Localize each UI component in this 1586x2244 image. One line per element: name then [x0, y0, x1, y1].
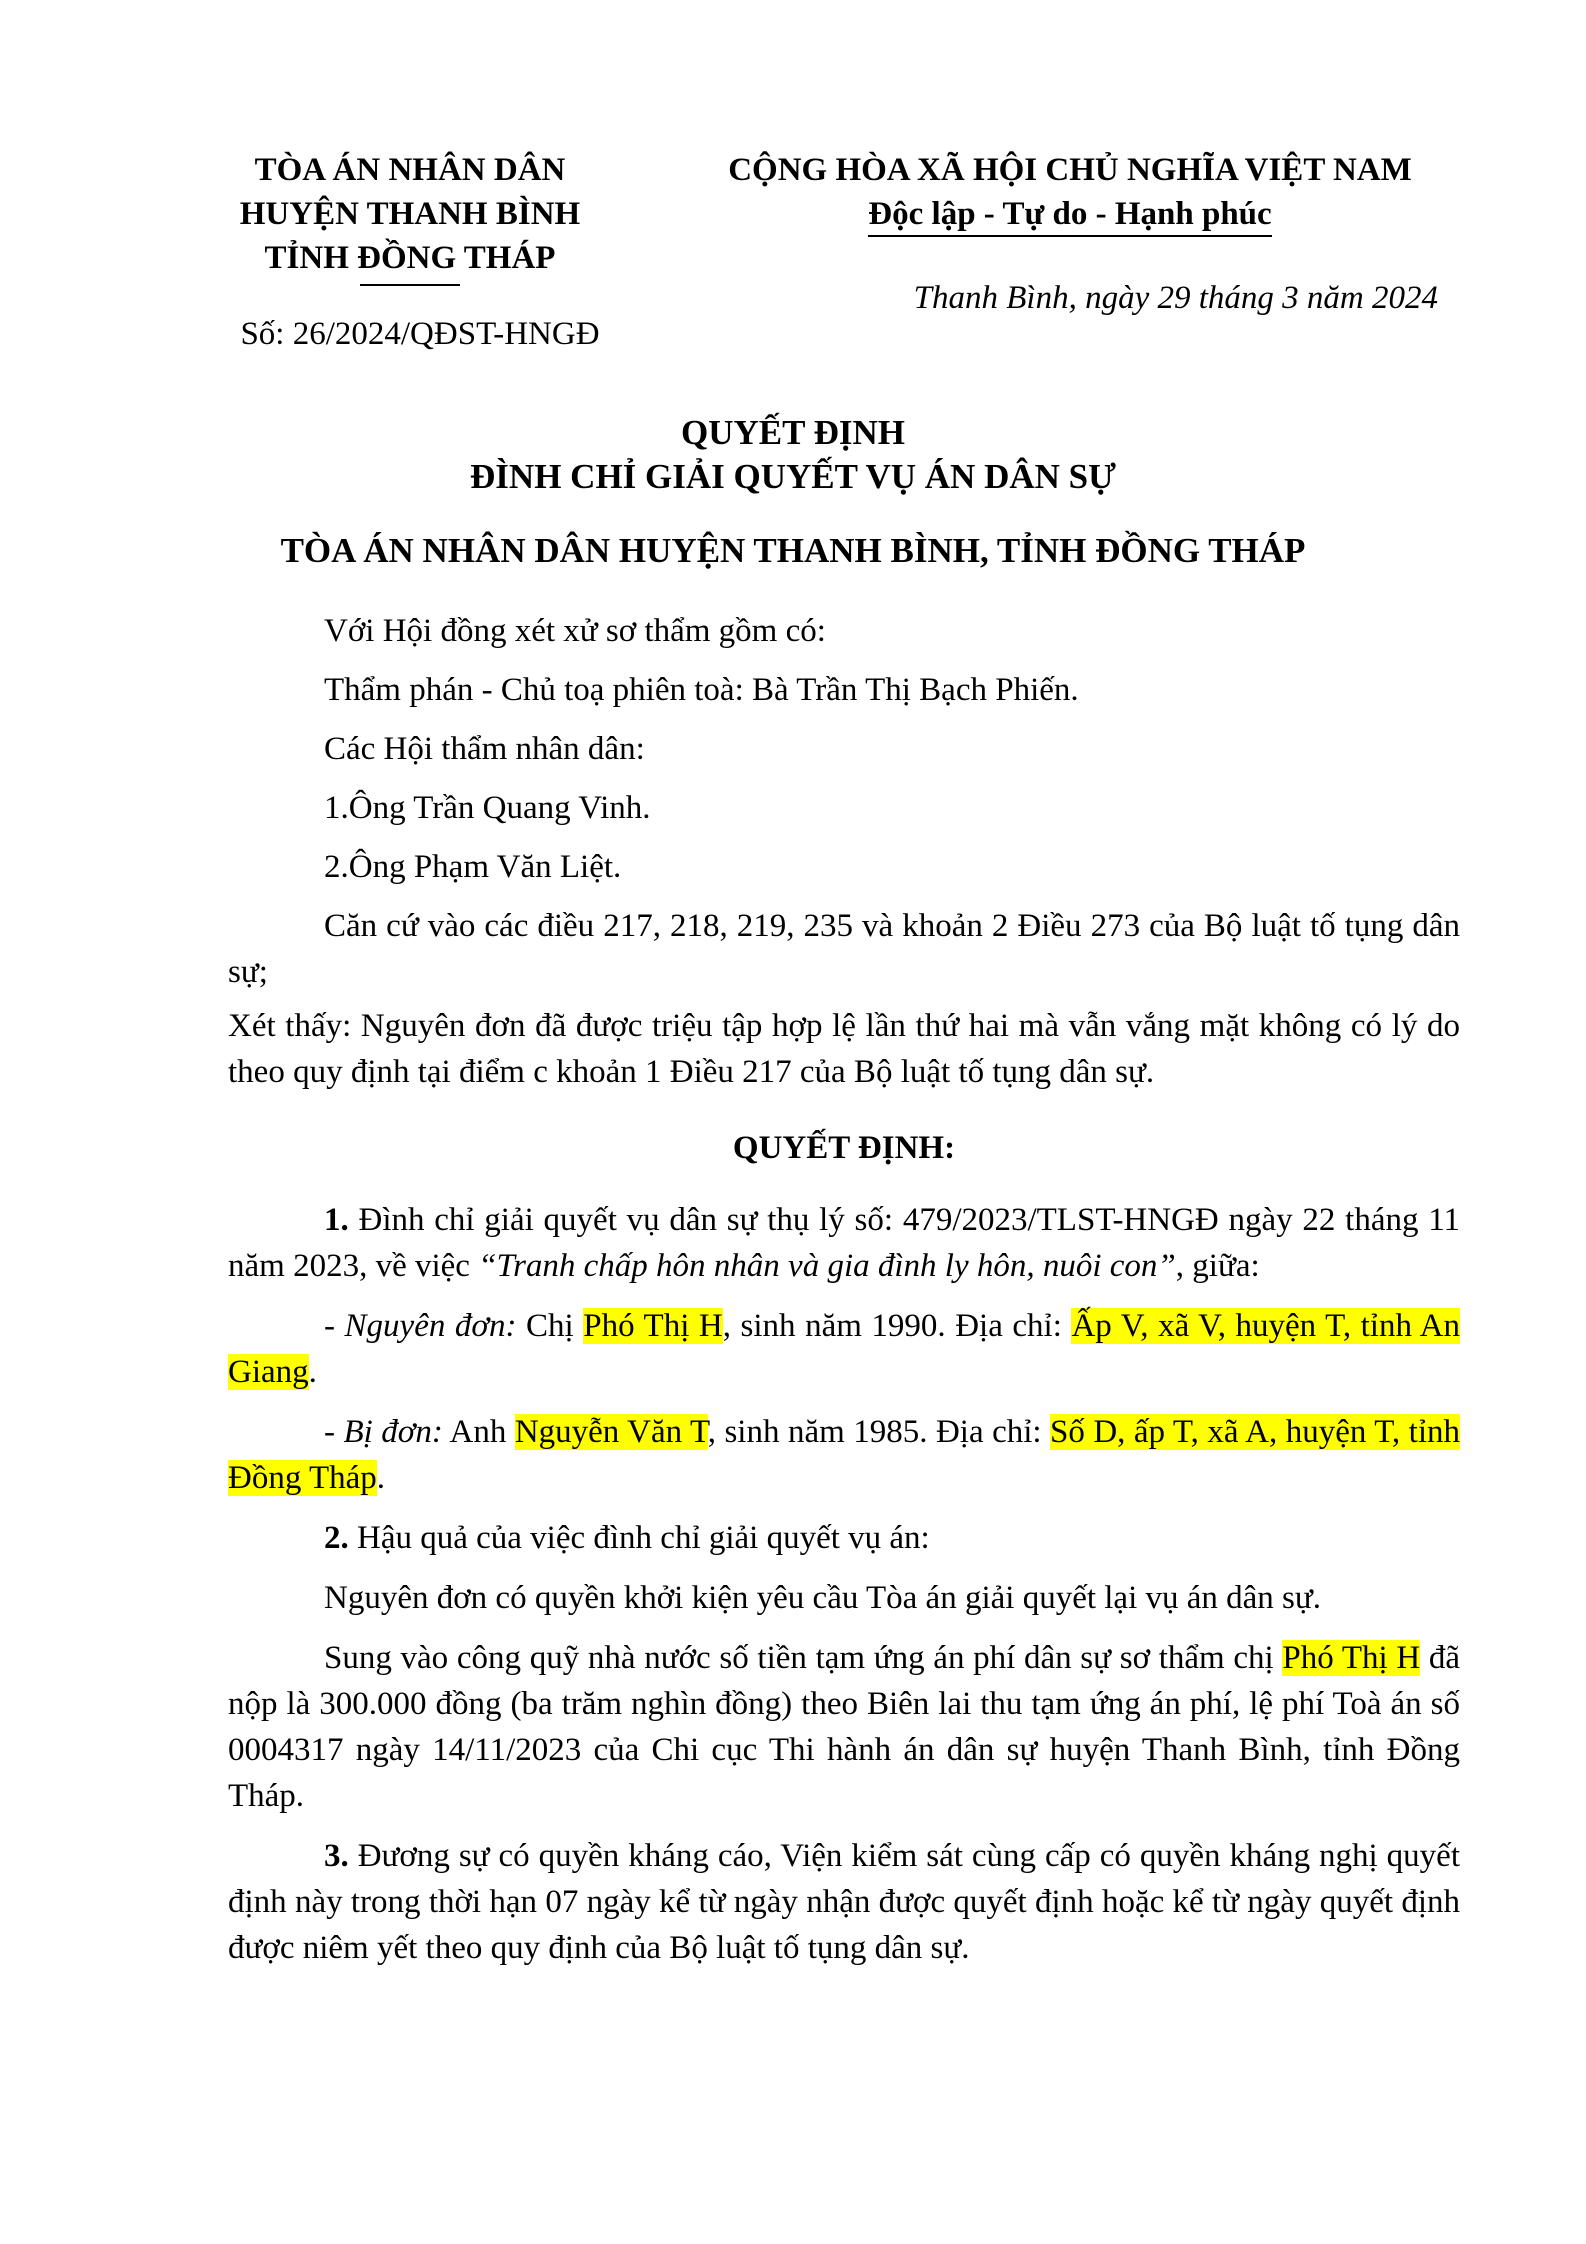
- plaintiff-right: Nguyên đơn có quyền khởi kiện yêu cầu Tòa án giải quyết lại vụ án dân sự.: [324, 1580, 1322, 1616]
- fee-text-a: Sung vào công quỹ nhà nước số tiền tạm ứng án phí dân sự sơ thẩm chị: [324, 1640, 1283, 1676]
- place-date: Thanh Bình, ngày 29 tháng 3 năm 2024: [913, 280, 1438, 316]
- item-2-text: Hậu quả của việc đình chỉ giải quyết vụ án:: [348, 1520, 930, 1556]
- document-number: Số: 26/2024/QĐST-HNGĐ: [240, 316, 600, 352]
- item-3-text: Đương sự có quyền kháng cáo, Viện kiểm sát cùng cấp có quyền kháng nghị quyết định này trong thời hạn 07 ngày kể từ ngày nhận được quyết định hoặc kể từ ngày quyết định được niêm yết theo quy định của Bộ luật tố tụng dân sự.: [228, 1838, 1460, 1966]
- decision-title: QUYẾT ĐỊNH: [681, 413, 905, 452]
- court-name-line3: TỈNH ĐỒNG THÁP: [264, 240, 556, 276]
- defendant-mid: , sinh năm 1985. Địa chỉ:: [707, 1414, 1051, 1450]
- considering-clause: Xét thấy: Nguyên đơn đã được triệu tập hợp lệ lần thứ hai mà vẫn vắng mặt không có lý do theo quy định tại điểm c khoản 1 Điều 217 của Bộ luật tố tụng dân sự.: [228, 1008, 1460, 1090]
- decision-item-1: [228, 1197, 1460, 1289]
- assessor-1: 1.Ông Trần Quang Vinh.: [324, 790, 651, 826]
- decision-item-2: [228, 1515, 1460, 1561]
- legal-basis: Căn cứ vào các điều 217, 218, 219, 235 và khoản 2 Điều 273 của Bộ luật tố tụng dân sự;: [228, 908, 1460, 990]
- header-divider: [360, 284, 460, 286]
- plaintiff-name: Phó Thị H: [583, 1308, 723, 1344]
- case-name: “Tranh chấp hôn nhân và gia đình ly hôn, nuôi con”: [478, 1248, 1176, 1284]
- item-1-text-b: , giữa:: [1175, 1248, 1260, 1284]
- decision-subtitle: ĐÌNH CHỈ GIẢI QUYẾT VỤ ÁN DÂN SỰ: [470, 457, 1116, 496]
- plaintiff-prefix: Chị: [516, 1308, 584, 1344]
- court-name-line1: TÒA ÁN NHÂN DÂN: [254, 152, 566, 188]
- presiding-judge: Thẩm phán - Chủ toạ phiên toà: Bà Trần Thị Bạch Phiến.: [324, 672, 1079, 708]
- defendant-label: Bị đơn:: [343, 1414, 443, 1450]
- plaintiff-line: - Nguyên đơn: Chị Phó Thị H, sinh năm 1990. Địa chỉ: Ấp V, xã V, huyện T, tỉnh An Giang.: [228, 1308, 1460, 1390]
- court-name-line2: HUYỆN THANH BÌNH: [239, 196, 581, 232]
- item-1-number: 1.: [324, 1202, 349, 1238]
- fee-text-b: đã nộp là 300.000 đồng (ba trăm nghìn đồng) theo Biên lai thu tạm ứng án phí, lệ phí Toà án số 0004317 ngày 14/11/2023 của Chi cục Thi hành án dân sự huyện Thanh Bình, tỉnh Đồng Tháp.: [228, 1640, 1460, 1814]
- republic-name: CỘNG HÒA XÃ HỘI CHỦ NGHĨA VIỆT NAM: [728, 152, 1412, 188]
- defendant-line: - Bị đơn: Anh Nguyễn Văn T, sinh năm 1985. Địa chỉ: Số D, ấp T, xã A, huyện T, tỉnh Đồng Tháp.: [228, 1414, 1460, 1496]
- defendant-name: Nguyễn Văn T: [514, 1414, 708, 1450]
- defendant-address: Số D, ấp T, xã A, huyện T, tỉnh Đồng Tháp: [228, 1414, 1460, 1496]
- item-3-number: 3.: [324, 1838, 349, 1874]
- item-2-number: 2.: [324, 1520, 349, 1556]
- plaintiff-mid: , sinh năm 1990. Địa chỉ:: [722, 1308, 1072, 1344]
- plaintiff-label: Nguyên đơn:: [344, 1308, 517, 1344]
- item-1-text-a: Đình chỉ giải quyết vụ dân sự thụ lý số: 479/2023/TLST-HNGĐ ngày 22 tháng 11 năm 2023, về việc: [228, 1202, 1460, 1284]
- national-motto: Độc lập - Tự do - Hạnh phúc: [868, 193, 1271, 237]
- national-header: [680, 148, 1460, 237]
- panel-intro: Với Hội đồng xét xử sơ thẩm gồm có:: [324, 613, 826, 649]
- assessor-2: 2.Ông Phạm Văn Liệt.: [324, 849, 622, 885]
- assessors-label: Các Hội thẩm nhân dân:: [324, 731, 645, 767]
- issuing-court: TÒA ÁN NHÂN DÂN HUYỆN THANH BÌNH, TỈNH ĐỒNG THÁP: [280, 531, 1306, 570]
- court-header: [210, 148, 610, 286]
- defendant-prefix: Anh: [442, 1414, 515, 1450]
- decision-heading: QUYẾT ĐỊNH:: [732, 1130, 956, 1166]
- plaintiff-address: Ấp V, xã V, huyện T, tỉnh An Giang: [228, 1308, 1460, 1390]
- fee-payer-name: Phó Thị H: [1282, 1640, 1421, 1676]
- fee-clause: [228, 1635, 1460, 1819]
- document-body: [228, 608, 1460, 1985]
- decision-item-3: [228, 1833, 1460, 1971]
